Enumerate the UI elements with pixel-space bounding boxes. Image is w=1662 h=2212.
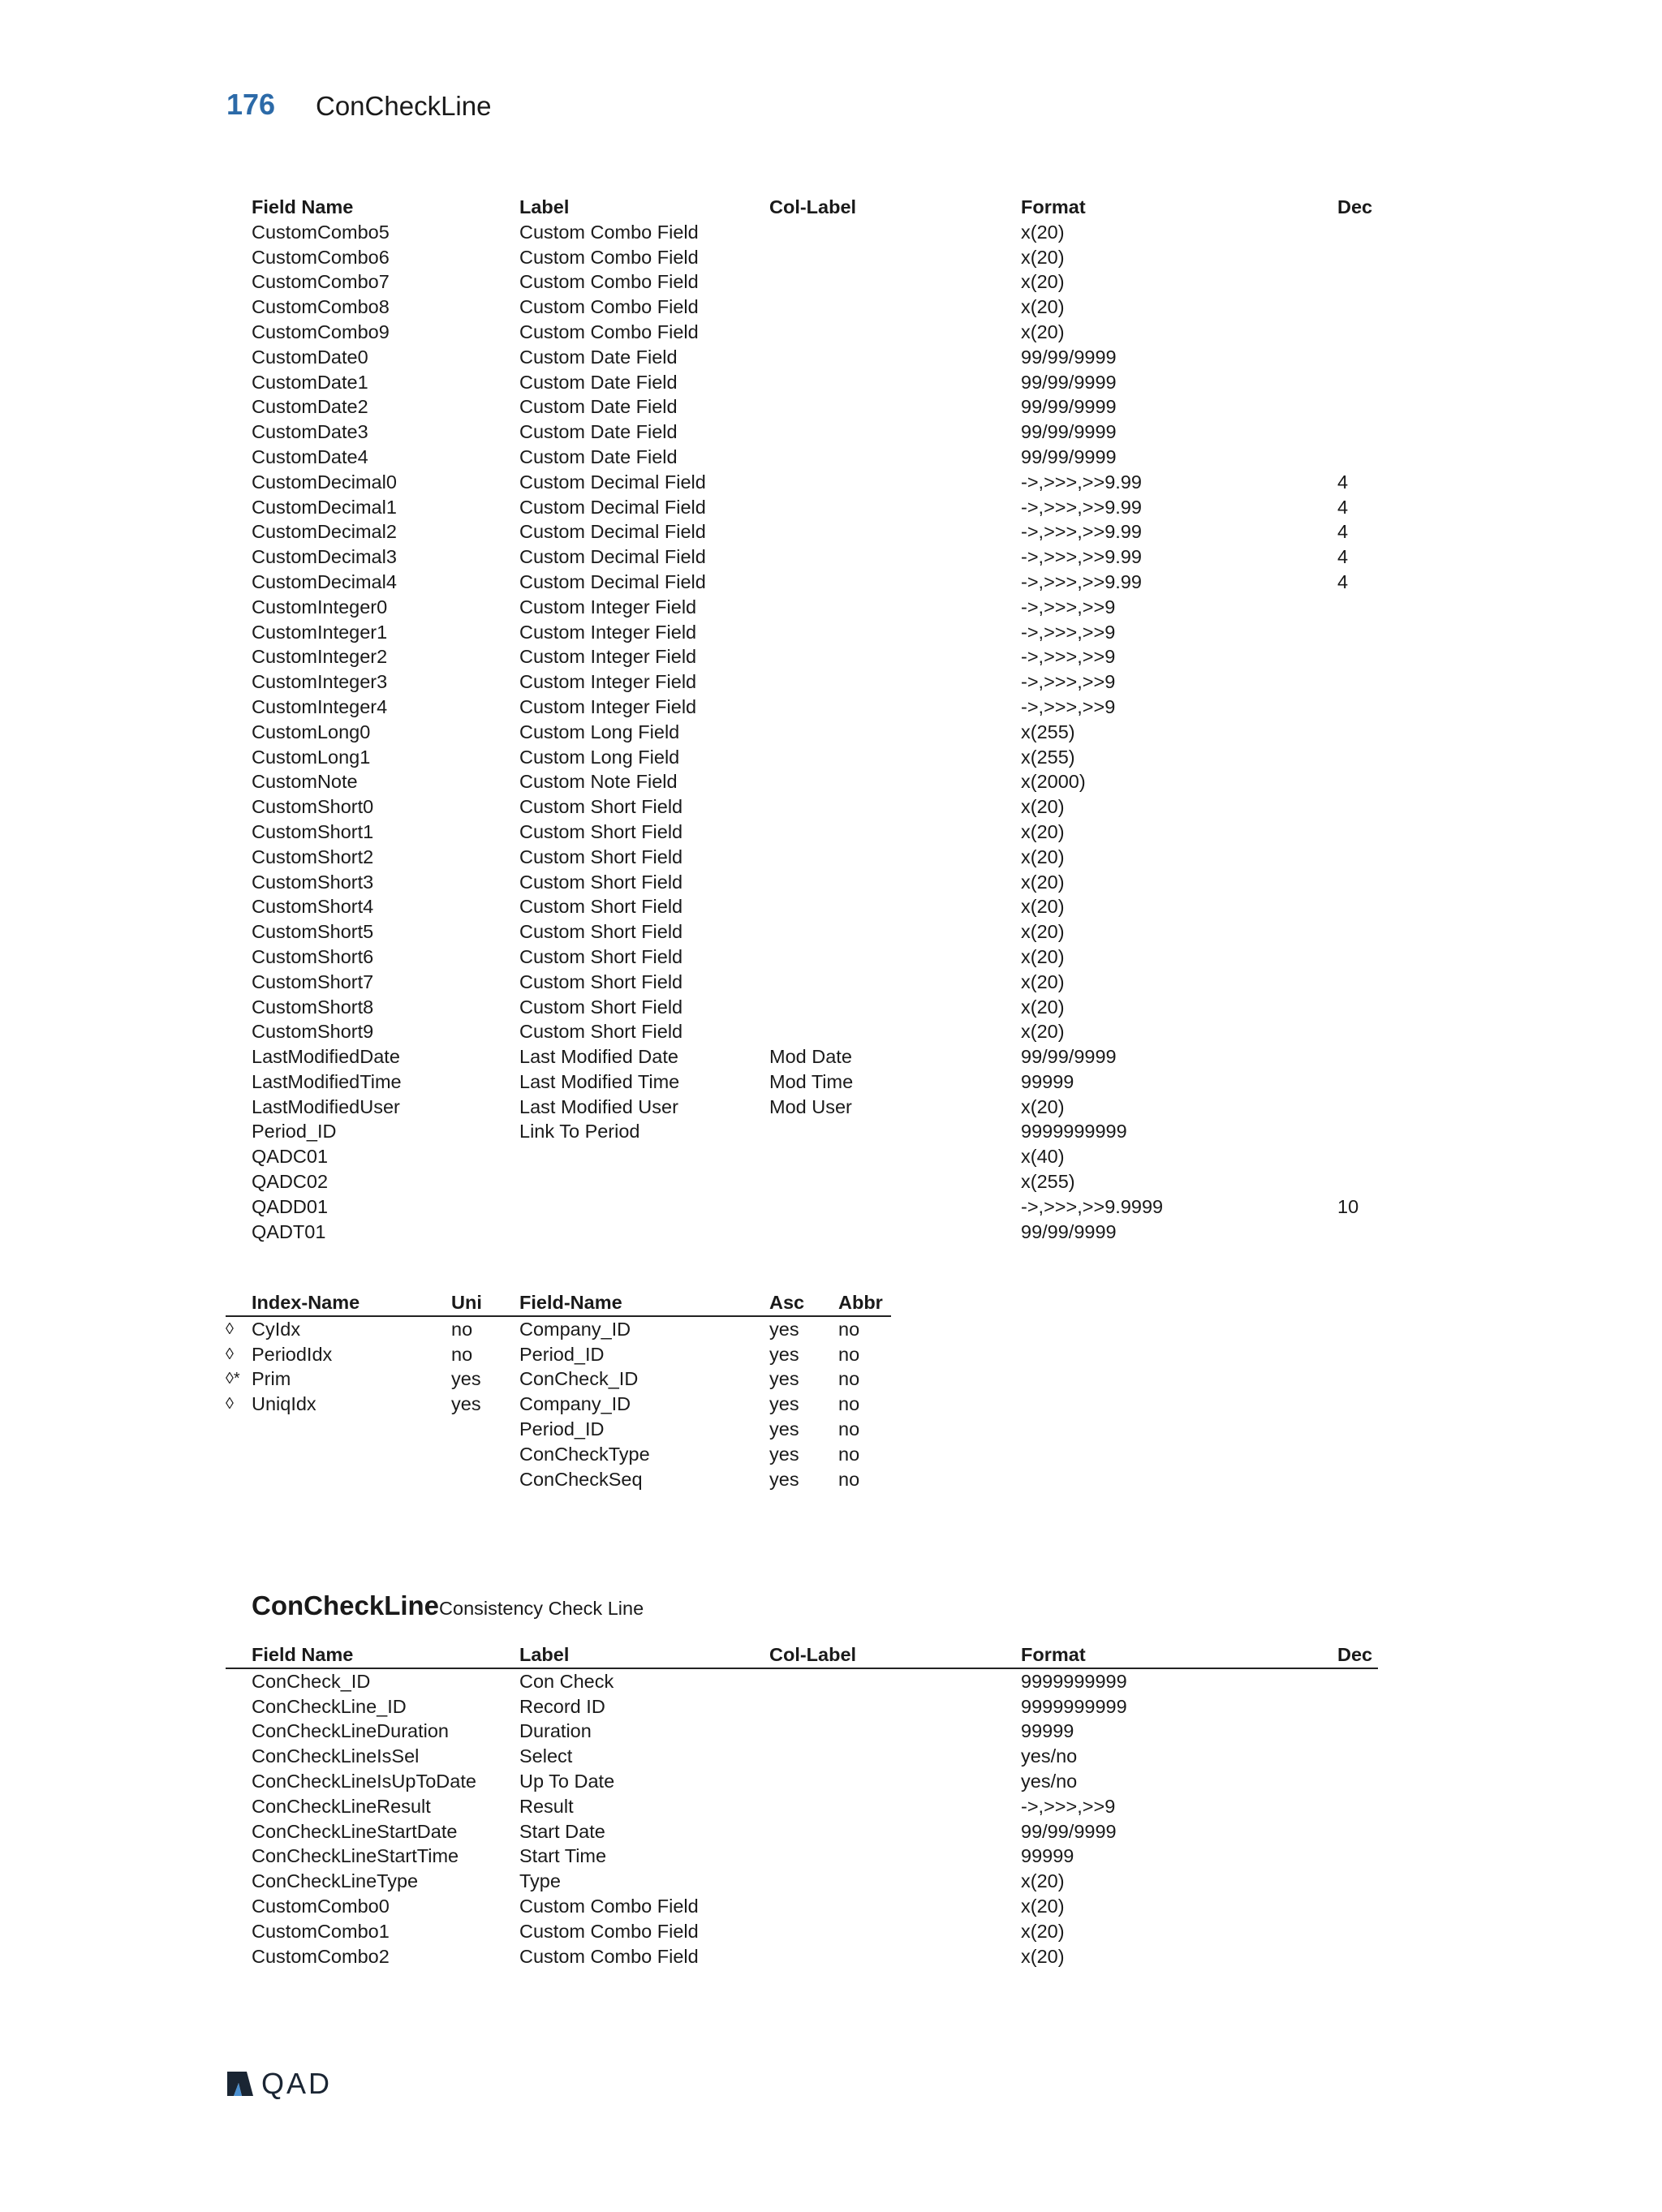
cell-label: Custom Integer Field [519, 621, 697, 643]
cell-field-name: CustomInteger1 [252, 621, 388, 643]
table-row [226, 894, 1378, 919]
cell-abbr: no [838, 1343, 860, 1365]
cell-dec: 4 [1337, 471, 1349, 493]
table-row [226, 394, 1378, 420]
cell-abbr: no [838, 1443, 860, 1465]
header-field-name: Field-Name [519, 1292, 622, 1313]
qad-logo-text: QAD [261, 2067, 333, 2100]
table-row [226, 1342, 891, 1367]
cell-asc: yes [769, 1343, 799, 1365]
header-index-name: Index-Name [252, 1292, 360, 1313]
table-row [226, 1442, 891, 1467]
table-row [226, 445, 1378, 470]
cell-format: x(20) [1021, 820, 1065, 842]
page-number: 176 [226, 88, 276, 121]
cell-label: Custom Decimal Field [519, 546, 706, 568]
header-asc: Asc [769, 1292, 805, 1313]
table-row [226, 995, 1378, 1020]
cell-format: 99/99/9999 [1021, 1046, 1117, 1068]
table-row [226, 769, 1378, 794]
table-row [226, 420, 1378, 445]
cell-label: Custom Combo Field [519, 246, 699, 268]
cell-field-name: CustomShort1 [252, 820, 374, 842]
cell-label: Custom Short Field [519, 796, 683, 818]
cell-label: Custom Combo Field [519, 1895, 699, 1917]
cell-field-name: ConCheckLineStartTime [252, 1845, 459, 1867]
qad-logo-icon [226, 2070, 255, 2098]
cell-label: Custom Date Field [519, 421, 678, 443]
cell-field-name: LastModifiedDate [252, 1046, 400, 1068]
cell-field-name: CustomCombo7 [252, 271, 390, 293]
cell-index-name: CyIdx [252, 1318, 301, 1340]
cell-field-name: CustomInteger0 [252, 596, 388, 618]
cell-field-name: QADC01 [252, 1146, 329, 1168]
cell-label: Custom Short Field [519, 846, 683, 867]
cell-label: Custom Decimal Field [519, 570, 706, 592]
cell-field-name: CustomDate1 [252, 371, 368, 393]
table-row [226, 1317, 891, 1342]
table-row [226, 1417, 891, 1442]
table-row [226, 1194, 1378, 1220]
cell-field-name: CustomDate3 [252, 421, 368, 443]
cell-format: x(40) [1021, 1146, 1065, 1168]
cell-field-name: CustomCombo0 [252, 1895, 390, 1917]
cell-label: Type [519, 1870, 561, 1892]
table-row [226, 1744, 1378, 1769]
table-row [226, 1919, 1378, 1944]
cell-format: 9999999999 [1021, 1121, 1127, 1143]
cell-label: Custom Combo Field [519, 1945, 699, 1967]
cell-label: Start Date [519, 1820, 605, 1842]
table-row [226, 669, 1378, 695]
cell-field-name: CustomShort6 [252, 945, 374, 967]
cell-label: Custom Short Field [519, 896, 683, 918]
cell-format: ->,>>>,>>9 [1021, 621, 1116, 643]
cell-field-name: ConCheckLineIsUpToDate [252, 1770, 476, 1792]
cell-uni: yes [451, 1368, 481, 1390]
cell-format: x(2000) [1021, 771, 1086, 793]
section-title [252, 1590, 644, 1621]
cell-abbr: no [838, 1368, 860, 1390]
table-row [226, 794, 1378, 820]
cell-label: Custom Long Field [519, 721, 680, 742]
cell-format: x(20) [1021, 321, 1065, 342]
cell-field-name: CustomDecimal1 [252, 496, 397, 518]
cell-field-name: Company_ID [519, 1393, 631, 1415]
cell-field-name: CustomCombo9 [252, 321, 390, 342]
cell-field-name: QADC02 [252, 1171, 329, 1193]
cell-field-name: ConCheck_ID [519, 1368, 639, 1390]
header-abbr: Abbr [838, 1292, 883, 1313]
cell-index-name: PeriodIdx [252, 1343, 333, 1365]
cell-label: Custom Decimal Field [519, 496, 706, 518]
cell-field-name: LastModifiedTime [252, 1070, 402, 1092]
cell-format: 99999 [1021, 1845, 1074, 1867]
cell-label: Custom Long Field [519, 746, 680, 768]
cell-field-name: CustomLong0 [252, 721, 371, 742]
table-row [226, 970, 1378, 995]
cell-abbr: no [838, 1318, 860, 1340]
section-table-name: ConCheckLine [252, 1590, 440, 1620]
cell-label: Custom Decimal Field [519, 521, 706, 543]
cell-label: Custom Combo Field [519, 296, 699, 318]
header-dec: Dec [1337, 1644, 1373, 1665]
cell-label: Custom Short Field [519, 945, 683, 967]
cell-format: 99/99/9999 [1021, 1820, 1117, 1842]
header-dec: Dec [1337, 196, 1373, 217]
cell-format: x(255) [1021, 746, 1075, 768]
cell-abbr: no [838, 1418, 860, 1440]
table-row [226, 1169, 1378, 1194]
cell-dec: 4 [1337, 546, 1349, 568]
cell-label: Custom Integer Field [519, 596, 697, 618]
cell-asc: yes [769, 1468, 799, 1490]
field-table [226, 1642, 1378, 1969]
cell-format: x(20) [1021, 246, 1065, 268]
cell-format: x(255) [1021, 1171, 1075, 1193]
cell-label: Last Modified Time [519, 1070, 680, 1092]
cell-index-name: Prim [252, 1368, 291, 1390]
header-col-label: Col-Label [769, 196, 857, 217]
cell-format: 99999 [1021, 1720, 1074, 1742]
cell-label: Last Modified User [519, 1095, 678, 1117]
cell-format: 9999999999 [1021, 1695, 1127, 1717]
table-row [226, 570, 1378, 595]
cell-field-name: QADT01 [252, 1220, 326, 1242]
qad-logo [226, 2068, 332, 2100]
cell-field-name: CustomShort4 [252, 896, 374, 918]
cell-format: x(20) [1021, 1920, 1065, 1942]
cell-format: x(20) [1021, 1095, 1065, 1117]
table-row [226, 1869, 1378, 1894]
field-table-continued [226, 195, 1378, 1244]
cell-field-name: CustomLong1 [252, 746, 371, 768]
cell-field-name: CustomCombo8 [252, 296, 390, 318]
header-field-name: Field Name [252, 1644, 354, 1665]
cell-format: x(20) [1021, 271, 1065, 293]
cell-field-name: ConCheck_ID [252, 1670, 371, 1692]
table-row [226, 870, 1378, 895]
table-header-row [226, 195, 1378, 220]
cell-label: Custom Combo Field [519, 221, 699, 243]
cell-field-name: CustomCombo2 [252, 1945, 390, 1967]
cell-label: Result [519, 1795, 574, 1817]
cell-format: ->,>>>,>>9 [1021, 646, 1116, 668]
table-row [226, 295, 1378, 320]
cell-format: 99/99/9999 [1021, 371, 1117, 393]
header-label: Label [519, 196, 570, 217]
table-row [226, 1669, 1378, 1694]
cell-field-name: ConCheckLineIsSel [252, 1745, 420, 1767]
cell-label: Custom Short Field [519, 970, 683, 992]
cell-format: ->,>>>,>>9.99 [1021, 471, 1142, 493]
cell-label: Custom Date Field [519, 371, 678, 393]
cell-label: Link To Period [519, 1121, 640, 1143]
table-row [226, 470, 1378, 495]
cell-format: 99/99/9999 [1021, 421, 1117, 443]
table-row [226, 1769, 1378, 1794]
cell-field-name: Period_ID [252, 1121, 337, 1143]
cell-uni: no [451, 1318, 473, 1340]
page-title: ConCheckLine [316, 91, 492, 121]
cell-field-name: CustomDecimal2 [252, 521, 397, 543]
table-body [226, 220, 1378, 1245]
cell-format: 99/99/9999 [1021, 1220, 1117, 1242]
cell-format: x(20) [1021, 1870, 1065, 1892]
cell-field-name: CustomDecimal0 [252, 471, 397, 493]
cell-label: Con Check [519, 1670, 614, 1692]
table-row [226, 1944, 1378, 1969]
index-marker: ◊* [226, 1370, 240, 1388]
index-marker: ◊ [226, 1319, 234, 1338]
table-row [226, 345, 1378, 370]
table-row [226, 1467, 891, 1492]
table-row [226, 620, 1378, 645]
cell-field-name: ConCheckSeq [519, 1468, 643, 1490]
cell-format: x(20) [1021, 996, 1065, 1018]
cell-format: ->,>>>,>>9 [1021, 695, 1116, 717]
table-row [226, 1844, 1378, 1869]
cell-label: Duration [519, 1720, 592, 1742]
cell-label: Last Modified Date [519, 1046, 678, 1068]
cell-format: ->,>>>,>>9.99 [1021, 521, 1142, 543]
cell-format: yes/no [1021, 1770, 1078, 1792]
table-row [226, 1220, 1378, 1245]
cell-field-name: CustomShort5 [252, 921, 374, 943]
cell-format: 9999999999 [1021, 1670, 1127, 1692]
table-row [226, 695, 1378, 720]
cell-field-name: Company_ID [519, 1318, 631, 1340]
cell-label: Custom Short Field [519, 820, 683, 842]
cell-label: Up To Date [519, 1770, 615, 1792]
cell-field-name: CustomInteger3 [252, 671, 388, 693]
cell-label: Custom Short Field [519, 921, 683, 943]
cell-field-name: ConCheckType [519, 1443, 650, 1465]
index-header-row [226, 1290, 891, 1317]
cell-field-name: CustomDecimal3 [252, 546, 397, 568]
table-row [226, 595, 1378, 620]
cell-field-name: CustomDate0 [252, 346, 368, 368]
cell-label: Custom Integer Field [519, 671, 697, 693]
cell-col-label: Mod User [769, 1095, 852, 1117]
cell-field-name: ConCheckLine_ID [252, 1695, 407, 1717]
table-row [226, 1794, 1378, 1819]
cell-format: x(20) [1021, 846, 1065, 867]
cell-label: Custom Date Field [519, 346, 678, 368]
cell-field-name: Period_ID [519, 1343, 605, 1365]
table-row [226, 1144, 1378, 1169]
table-row [226, 644, 1378, 669]
cell-label: Custom Short Field [519, 996, 683, 1018]
cell-format: 99/99/9999 [1021, 445, 1117, 467]
table-row [226, 945, 1378, 970]
cell-field-name: LastModifiedUser [252, 1095, 400, 1117]
table-row [226, 745, 1378, 770]
table-row [226, 519, 1378, 544]
table-row [226, 1119, 1378, 1144]
cell-index-name: UniqIdx [252, 1393, 316, 1415]
cell-format: 99/99/9999 [1021, 346, 1117, 368]
cell-format: ->,>>>,>>9 [1021, 1795, 1116, 1817]
cell-abbr: no [838, 1393, 860, 1415]
header-field-name: Field Name [252, 196, 354, 217]
table-row [226, 1894, 1378, 1919]
cell-label: Custom Decimal Field [519, 471, 706, 493]
cell-field-name: ConCheckLineStartDate [252, 1820, 458, 1842]
cell-label: Custom Note Field [519, 771, 678, 793]
cell-field-name: CustomDate4 [252, 445, 368, 467]
table-row [226, 820, 1378, 845]
cell-format: x(20) [1021, 945, 1065, 967]
table-row [226, 1044, 1378, 1069]
cell-abbr: no [838, 1468, 860, 1490]
cell-field-name: CustomShort0 [252, 796, 374, 818]
cell-format: yes/no [1021, 1745, 1078, 1767]
cell-field-name: CustomNote [252, 771, 358, 793]
cell-label: Record ID [519, 1695, 605, 1717]
cell-field-name: CustomCombo1 [252, 1920, 390, 1942]
cell-dec: 4 [1337, 521, 1349, 543]
table-row [226, 1069, 1378, 1095]
cell-field-name: CustomShort2 [252, 846, 374, 867]
table-row [226, 370, 1378, 395]
cell-format: x(20) [1021, 970, 1065, 992]
cell-field-name: CustomInteger2 [252, 646, 388, 668]
cell-field-name: CustomInteger4 [252, 695, 388, 717]
table-row [226, 1019, 1378, 1044]
cell-asc: yes [769, 1368, 799, 1390]
cell-label: Custom Combo Field [519, 321, 699, 342]
cell-label: Custom Date Field [519, 396, 678, 418]
cell-dec: 4 [1337, 496, 1349, 518]
cell-asc: yes [769, 1443, 799, 1465]
cell-format: x(20) [1021, 296, 1065, 318]
cell-field-name: CustomShort7 [252, 970, 374, 992]
table-header-row [226, 1642, 1378, 1669]
index-marker: ◊ [226, 1345, 234, 1363]
cell-format: x(20) [1021, 221, 1065, 243]
cell-field-name: CustomShort9 [252, 1021, 374, 1043]
cell-format: x(20) [1021, 871, 1065, 893]
table-row [226, 1819, 1378, 1844]
index-table [226, 1290, 891, 1491]
cell-format: x(20) [1021, 1945, 1065, 1967]
cell-asc: yes [769, 1393, 799, 1415]
cell-label: Custom Combo Field [519, 271, 699, 293]
table-row [226, 919, 1378, 945]
cell-field-name: QADD01 [252, 1195, 329, 1217]
cell-col-label: Mod Date [769, 1046, 852, 1068]
cell-field-name: ConCheckLineResult [252, 1795, 431, 1817]
table-row [226, 495, 1378, 520]
header-format: Format [1021, 196, 1086, 217]
index-marker: ◊ [226, 1395, 234, 1414]
header-label: Label [519, 1644, 570, 1665]
cell-dec: 10 [1337, 1195, 1359, 1217]
cell-uni: no [451, 1343, 473, 1365]
table-row [226, 1392, 891, 1417]
cell-dec: 4 [1337, 570, 1349, 592]
cell-label: Start Time [519, 1845, 607, 1867]
cell-field-name: CustomCombo5 [252, 221, 390, 243]
cell-format: ->,>>>,>>9 [1021, 671, 1116, 693]
cell-label: Custom Date Field [519, 445, 678, 467]
cell-format: ->,>>>,>>9.99 [1021, 546, 1142, 568]
index-body [226, 1317, 891, 1492]
table-row [226, 1694, 1378, 1719]
cell-label: Custom Integer Field [519, 646, 697, 668]
cell-field-name: Period_ID [519, 1418, 605, 1440]
cell-field-name: CustomDecimal4 [252, 570, 397, 592]
cell-label: Custom Short Field [519, 1021, 683, 1043]
table-row [226, 1095, 1378, 1120]
cell-uni: yes [451, 1393, 481, 1415]
cell-col-label: Mod Time [769, 1070, 854, 1092]
cell-format: ->,>>>,>>9.99 [1021, 496, 1142, 518]
cell-format: x(20) [1021, 921, 1065, 943]
cell-field-name: ConCheckLineDuration [252, 1720, 449, 1742]
cell-format: 99/99/9999 [1021, 396, 1117, 418]
table-row [226, 1366, 891, 1392]
table-row [226, 544, 1378, 570]
header-format: Format [1021, 1644, 1086, 1665]
table-row [226, 720, 1378, 745]
header-uni: Uni [451, 1292, 482, 1313]
cell-format: ->,>>>,>>9.99 [1021, 570, 1142, 592]
cell-field-name: CustomShort8 [252, 996, 374, 1018]
table-row [226, 220, 1378, 245]
cell-format: x(255) [1021, 721, 1075, 742]
cell-format: x(20) [1021, 1021, 1065, 1043]
cell-format: 99999 [1021, 1070, 1074, 1092]
cell-asc: yes [769, 1418, 799, 1440]
cell-format: x(20) [1021, 896, 1065, 918]
cell-label: Custom Combo Field [519, 1920, 699, 1942]
cell-label: Custom Short Field [519, 871, 683, 893]
cell-label: Custom Integer Field [519, 695, 697, 717]
cell-format: x(20) [1021, 796, 1065, 818]
section-description: Consistency Check Line [439, 1598, 644, 1619]
table-row [226, 845, 1378, 870]
cell-format: ->,>>>,>>9.9999 [1021, 1195, 1164, 1217]
cell-asc: yes [769, 1318, 799, 1340]
table-row [226, 269, 1378, 295]
header-col-label: Col-Label [769, 1644, 857, 1665]
table-body [226, 1669, 1378, 1969]
cell-field-name: CustomDate2 [252, 396, 368, 418]
cell-format: x(20) [1021, 1895, 1065, 1917]
table-row [226, 1719, 1378, 1744]
cell-field-name: CustomCombo6 [252, 246, 390, 268]
cell-format: ->,>>>,>>9 [1021, 596, 1116, 618]
table-row [226, 320, 1378, 345]
cell-field-name: CustomShort3 [252, 871, 374, 893]
cell-field-name: ConCheckLineType [252, 1870, 419, 1892]
cell-label: Select [519, 1745, 573, 1767]
table-row [226, 245, 1378, 270]
